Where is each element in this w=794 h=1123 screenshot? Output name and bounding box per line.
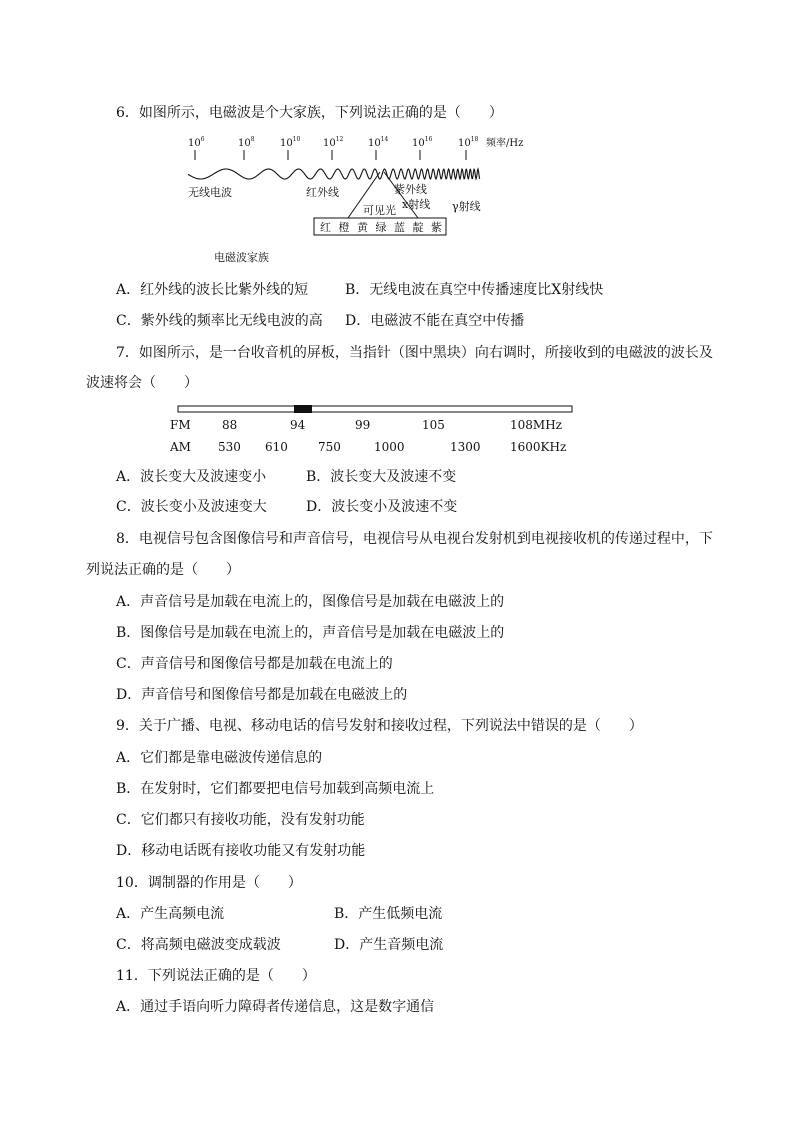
q8-stem-line2: 列说法正确的是（ ） [86, 562, 240, 578]
xray-label: x射线 [402, 198, 431, 211]
q6-option-c[interactable]: C．紫外线的频率比无线电波的高 [116, 313, 323, 329]
gamma-ray-label: γ射线 [452, 200, 481, 213]
q10-stem: 10．调制器的作用是（ ） [116, 875, 302, 891]
q8-option-b[interactable]: B．图像信号是加载在电流上的，声音信号是加载在电磁波上的 [116, 625, 505, 641]
freq-tick-2: $10^8$ [238, 136, 255, 149]
q6-stem: 6．如图所示，电磁波是个大家族，下列说法正确的是（ ） [116, 105, 503, 121]
radio-dial-figure [170, 400, 590, 460]
q9-option-c[interactable]: C．它们都只有接收功能，没有发射功能 [116, 812, 365, 828]
q8-option-d[interactable]: D．声音信号和图像信号都是加载在电磁波上的 [116, 687, 408, 703]
freq-unit-label: 频率/Hz [486, 138, 524, 149]
fm-label: FM [170, 418, 191, 432]
q11-stem: 11．下列说法正确的是（ ） [116, 968, 316, 984]
q8-option-c[interactable]: C．声音信号和图像信号都是加载在电流上的 [116, 656, 393, 672]
am-value: 610 [265, 440, 288, 454]
dial-pointer [294, 405, 312, 413]
dial-track [178, 406, 572, 412]
em-spectrum-diagram [180, 130, 540, 242]
am-value: 1000 [374, 440, 405, 454]
q7-stem-line1: 7．如图所示，是一台收音机的屏板，当指针（图中黑块）向右调时，所接收到的电磁波的波长及 [116, 345, 713, 361]
color-sequence-label: 红 橙 黄 绿 蓝 靛 紫 [320, 221, 444, 234]
q11-option-a[interactable]: A．通过手语向听力障碍者传递信息，这是数字通信 [116, 999, 435, 1015]
freq-tick-5: $10^{14}$ [368, 136, 389, 149]
q9-stem: 9．关于广播、电视、移动电话的信号发射和接收过程，下列说法中错误的是（ ） [116, 718, 643, 734]
em-spectrum-figure [180, 130, 540, 242]
q6-option-d[interactable]: D．电磁波不能在真空中传播 [345, 313, 525, 329]
em-wave [188, 169, 480, 179]
fm-value: 105 [422, 418, 445, 432]
am-label: AM [170, 440, 191, 454]
q10-option-a[interactable]: A．产生高频电流 [116, 906, 225, 922]
freq-tick-1: $10^6$ [188, 136, 205, 149]
q6-option-b[interactable]: B．无线电波在真空中传播速度比X射线快 [345, 282, 604, 298]
q7-option-c[interactable]: C．波长变小及波速变大 [116, 499, 267, 515]
q10-option-d[interactable]: D．产生音频电流 [334, 937, 444, 953]
visible-light-label: 可见光 [363, 204, 396, 217]
ultraviolet-label: 紫外线 [394, 183, 427, 196]
q6-option-a[interactable]: A．红外线的波长比紫外线的短 [116, 282, 309, 298]
am-value: 1600KHz [510, 440, 567, 454]
am-value: 530 [218, 440, 241, 454]
q8-stem-line1: 8．电视信号包含图像信号和声音信号，电视信号从电视台发射机到电视接收机的传递过程中，下 [116, 531, 713, 547]
q7-stem-line2: 波速将会（ ） [86, 375, 198, 391]
freq-tick-7: $10^{18}$ [458, 136, 479, 149]
radio-wave-label: 无线电波 [188, 186, 232, 199]
q7-option-b[interactable]: B．波长变大及波速不变 [306, 469, 457, 485]
fm-value: 108MHz [510, 418, 562, 432]
freq-tick-3: $10^{10}$ [280, 136, 301, 149]
freq-tick-6: $10^{16}$ [412, 136, 433, 149]
q7-option-a[interactable]: A．波长变大及波速变小 [116, 469, 267, 485]
q6-figure-caption: 电磁波家族 [214, 251, 269, 264]
q10-option-c[interactable]: C．将高频电磁波变成载波 [116, 937, 281, 953]
fm-value: 99 [355, 418, 371, 432]
q9-option-d[interactable]: D．移动电话既有接收功能又有发射功能 [116, 843, 366, 859]
q7-option-d[interactable]: D．波长变小及波速不变 [306, 499, 458, 515]
am-value: 750 [318, 440, 341, 454]
freq-tick-4: $10^{12}$ [323, 136, 344, 149]
infrared-label: 红外线 [306, 186, 339, 199]
fm-value: 94 [290, 418, 306, 432]
q10-option-b[interactable]: B．产生低频电流 [334, 906, 443, 922]
q8-option-a[interactable]: A．声音信号是加载在电流上的，图像信号是加载在电磁波上的 [116, 594, 505, 610]
fm-value: 88 [222, 418, 238, 432]
am-value: 1300 [450, 440, 481, 454]
q9-option-b[interactable]: B．在发射时，它们都要把电信号加载到高频电流上 [116, 781, 435, 797]
q9-option-a[interactable]: A．它们都是靠电磁波传递信息的 [116, 750, 323, 766]
